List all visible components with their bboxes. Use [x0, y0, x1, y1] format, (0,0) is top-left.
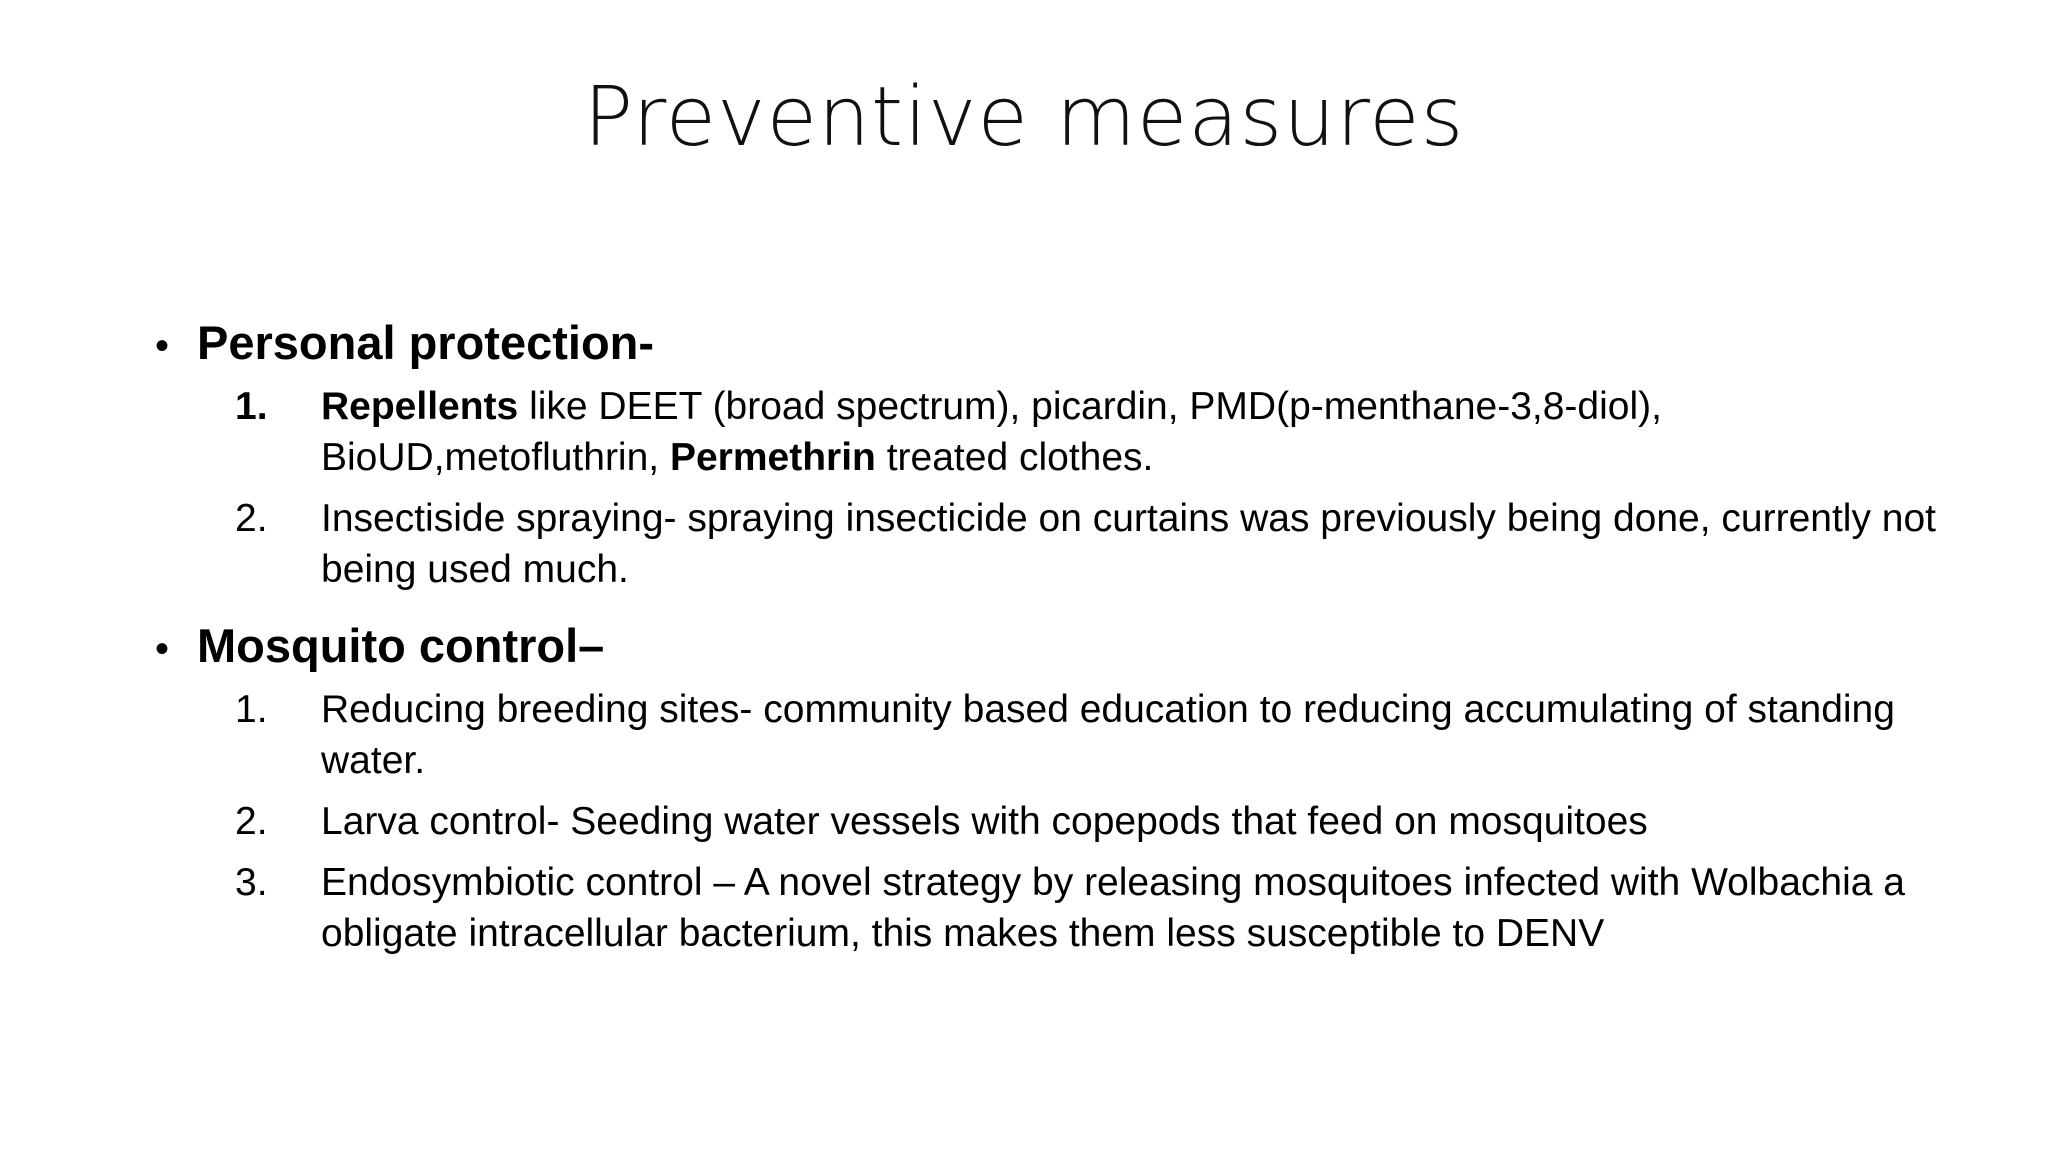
slide-title: Preventive measures — [583, 70, 1465, 165]
item-number: 1. — [235, 385, 268, 428]
item-text — [321, 381, 1955, 483]
bullet-icon: • — [155, 627, 170, 671]
section-heading-row — [155, 615, 1955, 680]
list-item — [155, 493, 1955, 595]
item-bold-term: Repellents — [321, 385, 519, 428]
item-text: Larva control- Seeding water vessels with copepods that feed on mosquitoes — [321, 800, 1648, 843]
item-number: 2. — [235, 497, 268, 540]
list-item — [155, 857, 1955, 959]
section-heading-row — [155, 312, 1955, 377]
slide-content — [155, 312, 1955, 969]
list-item — [155, 684, 1955, 786]
numbered-list — [155, 381, 1955, 595]
item-text: Reducing breeding sites- community based education to reducing accumulating of standing water. — [321, 688, 1895, 782]
list-item — [155, 796, 1955, 847]
item-text: Insectiside spraying- spraying insecticide on curtains was previously being done, currently not being used much. — [321, 497, 1936, 591]
bullet-icon: • — [155, 324, 170, 368]
section-personal-protection — [155, 312, 1955, 595]
item-text: Endosymbiotic control – A novel strategy by releasing mosquitoes infected with Wolbachia a obligate intracellular bacterium, this makes them less susceptible to DENV — [321, 861, 1905, 955]
item-number: 2. — [235, 800, 268, 843]
item-bold-term: Permethrin — [669, 436, 876, 479]
item-number: 1. — [235, 688, 268, 731]
section-heading: Mosquito control– — [197, 619, 605, 672]
section-mosquito-control — [155, 615, 1955, 959]
numbered-list — [155, 684, 1955, 959]
item-number: 3. — [235, 861, 268, 904]
item-text-part: like DEET (broad spectrum), picardin, PMD(p-menthane-3,8-diol), BioUD,metofluthrin, — [321, 385, 1662, 479]
list-item — [155, 381, 1955, 483]
section-heading: Personal protection- — [197, 316, 655, 369]
item-text-part: treated clothes. — [875, 436, 1154, 479]
